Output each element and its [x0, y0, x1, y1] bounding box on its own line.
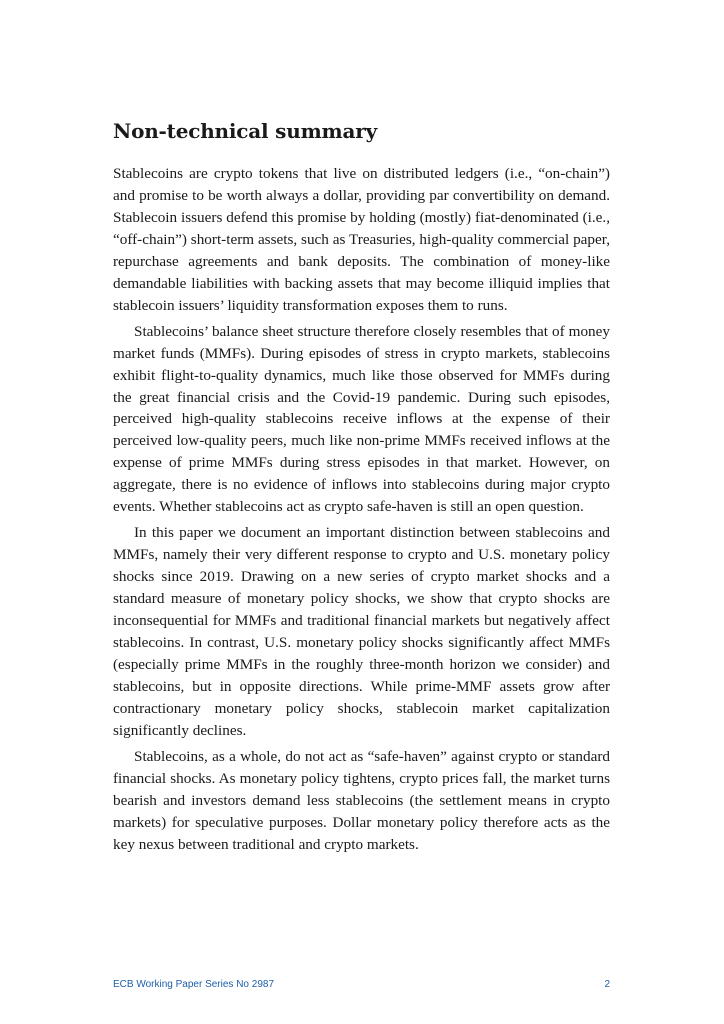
footer-page-number: 2	[604, 979, 610, 990]
page-footer	[113, 979, 610, 993]
paragraph-3: In this paper we document an important distinction between stablecoins and MMFs, namely their very different response to crypto and U.S. monetary policy shocks since 2019. Drawing on a new series of crypto market shocks and a standard measure of monetary policy shocks, we show that crypto shocks are inconsequential for MMFs and traditional financial markets but negatively affect stablecoins. In contrast, U.S. monetary policy shocks significantly affect MMFs (especially prime MMFs in the roughly three-month horizon we consider) and stablecoins, but in opposite directions. While prime-MMF assets grow after contractionary monetary policy shocks, stablecoin market capitalization significantly declines.	[113, 524, 610, 739]
section-title: Non-technical summary	[113, 119, 378, 143]
summary-body	[113, 163, 610, 860]
paragraph-2: Stablecoins’ balance sheet structure therefore closely resembles that of money market funds (MMFs). During episodes of stress in crypto markets, stablecoins exhibit flight-to-quality dynamics, much like those observed for MMFs during the great financial crisis and the Covid-19 pandemic. During such episodes, perceived high-quality stablecoins receive inflows at the expense of their perceived low-quality peers, much like non-prime MMFs received inflows at the expense of prime MMFs during stress episodes in that market. However, on aggregate, there is no evidence of inflows into stablecoins during major crypto events. Whether stablecoins act as crypto safe-haven is still an open question.	[113, 322, 610, 516]
footer-series-label: ECB Working Paper Series No 2987	[113, 979, 275, 990]
paragraph-1: Stablecoins are crypto tokens that live on distributed ledgers (i.e., “on-chain”) and promise to be worth always a dollar, providing par convertibility on demand. Stablecoin issuers defend this promise by holding (mostly) fiat-denominated (i.e., “off-chain”) short-term assets, such as Treasuries, high-quality commercial paper, repurchase agreements and bank deposits. The combination of money-like demandable liabilities with backing assets that may become illiquid implies that stablecoin issuers’ liquidity transformation exposes them to runs.	[113, 165, 610, 314]
paragraph-4: Stablecoins, as a whole, do not act as “safe-haven” against crypto or standard financial shocks. As monetary policy tightens, crypto prices fall, the market turns bearish and investors demand less stablecoins (the settlement means in crypto markets) for speculative purposes. Dollar monetary policy therefore acts as the key nexus between traditional and crypto markets.	[113, 747, 610, 853]
